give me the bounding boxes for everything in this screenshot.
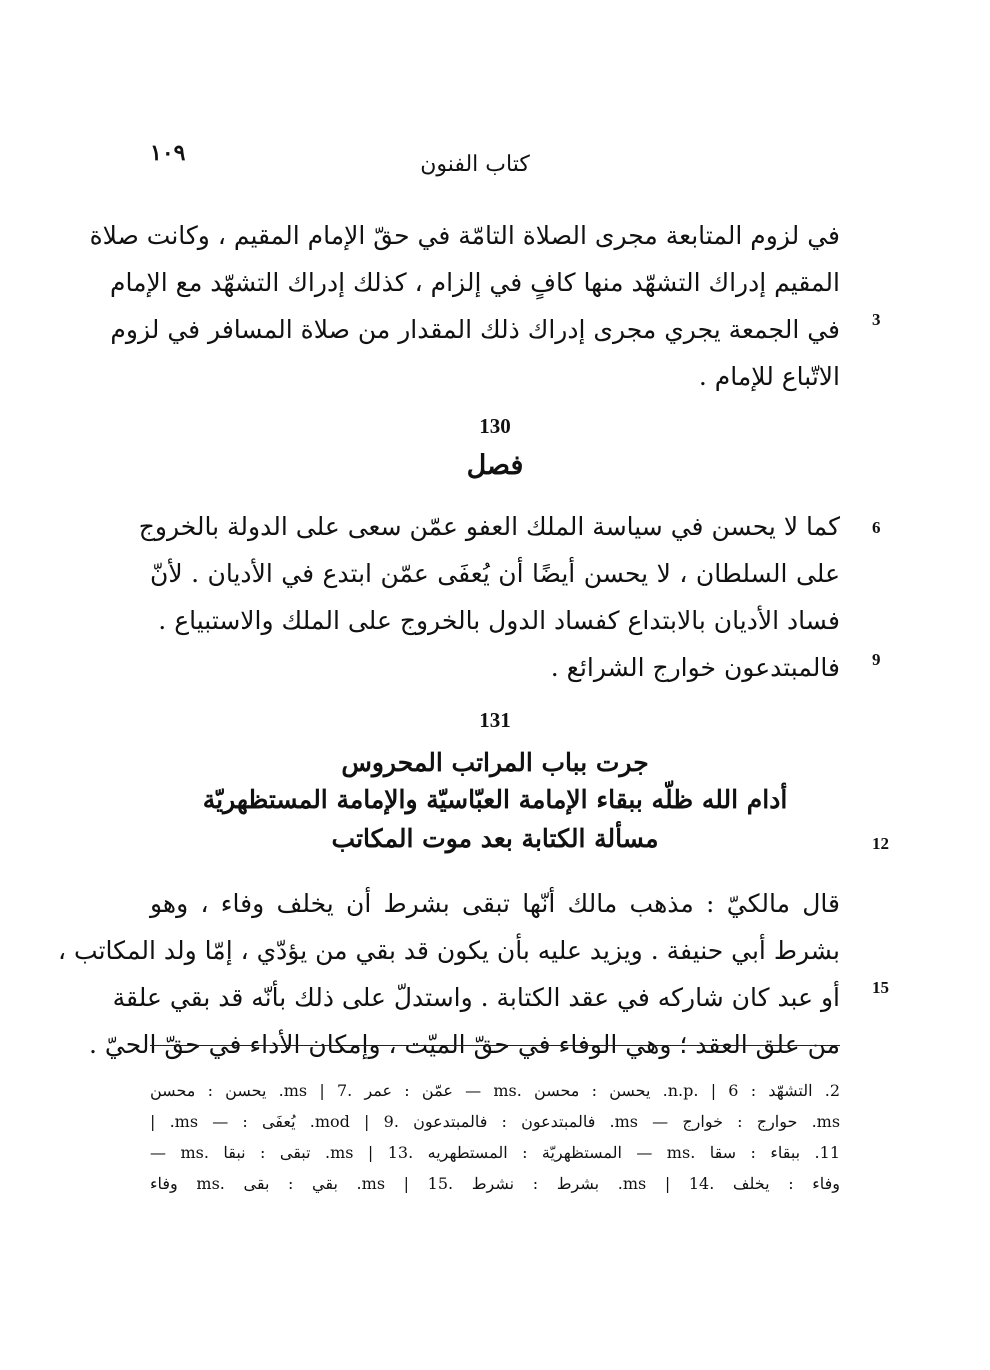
section-130-body [138,503,840,691]
critical-apparatus [150,1075,840,1199]
text-line: على السلطان ، لا يحسن أيضًا أن يُعفَى عمّن ابتدع في الأديان . لأنّ [150,559,840,588]
page-number: ١٠٩ [150,140,186,166]
line-number: 3 [872,310,881,329]
text-line: أو عبد كان شاركه في عقد الكتابة . واستدلّ على ذلك بأنّه قد بقي علقة [112,983,840,1012]
footnote-line: 2. التشهّد : n.p. | 6. يحسن : محسن .ms — عمّن : عمر .ms | 7. يحسن : محسن [150,1081,841,1100]
line-number: 9 [872,650,881,669]
paragraph-continuation [89,212,840,400]
text-line: كما لا يحسن في سياسة الملك العفو عمّن سعى على الدولة بالخروج [138,512,840,541]
running-title: كتاب الفنون [420,152,530,177]
section-131-body [58,880,840,1068]
text-line: المقيم إدراك التشهّد منها كافٍ في إلزام ، كذلك إدراك التشهّد مع الإمام [110,268,840,297]
text-line: فساد الأديان بالابتداع كفساد الدول بالخروج على الملك والاستبياع . [158,606,840,635]
section-heading-line: مسألة الكتابة بعد موت المكاتب [331,824,659,853]
footnote-line: ms. حوارج : خوارج — ms. فالمبتدعون : فالمبتدعون .9 | mod. يُعفَى : — ms. | [150,1112,841,1131]
footnote-rule [150,1045,840,1046]
line-number: 6 [872,518,881,537]
section-number: 131 [479,708,511,732]
text-line: من علق العقد ؛ وهي الوفاء في حقّ الميّت ، وإمكان الأداء في حقّ الحيّ . [89,1030,840,1059]
footnote-line: وفاء : يخلف .ms | 14. بشرط : نشرط .ms | 15. بقي : بقى .ms وفاء [150,1174,840,1193]
text-line: قال مالكيّ : مذهب مالك أنّها تبقى بشرط أن يخلف وفاء ، وهو [150,889,840,918]
text-line: في الجمعة يجري مجرى إدراك ذلك المقدار من صلاة المسافر في لزوم [110,315,840,344]
text-line: الاتّباع للإمام . [698,362,840,391]
section-heading-line: أدام الله ظلّه ببقاء الإمامة العبّاسيّة والإمامة المستظهريّة [202,785,788,814]
section-number: 130 [479,414,511,438]
text-line: بشرط أبي حنيفة . ويزيد عليه بأن يكون قد بقي من يؤدّي ، إمّا ولد المكاتب ، [58,936,840,965]
line-number: 15 [872,978,889,997]
footnote-line: 11. ببقاء : سقا .ms — المستظهريّة : المستطهريه .ms | 13. تبقى : نبقا .ms — [150,1143,840,1162]
section-heading-line: جرت بباب المراتب المحروس [341,748,649,777]
text-line: فالمبتدعون خوارج الشرائع . [550,653,840,682]
line-number: 12 [872,834,889,853]
section-title: فصل [466,450,524,481]
text-line: في لزوم المتابعة مجرى الصلاة التامّة في حقّ الإمام المقيم ، وكانت صلاة [89,221,840,250]
